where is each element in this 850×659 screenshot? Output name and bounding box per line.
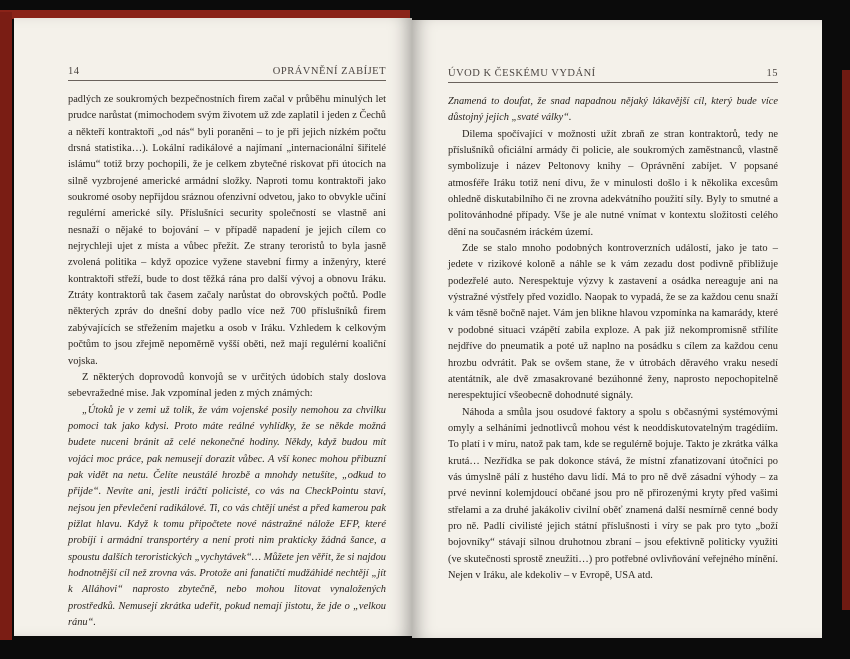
- paragraph: Z některých doprovodů konvojů se v určitých údobích staly doslova sebevražedné mise. Jak vzpomínal jeden z mých známých:: [68, 371, 386, 400]
- running-title: ÚVOD K ČESKÉMU VYDÁNÍ: [448, 68, 596, 79]
- book-cover-edge-left: [0, 12, 12, 640]
- paragraph: Náhoda a smůla jsou osudové faktory a spolu s občasnými systémovými omyly a selháními jednotlivců mohou vést k neoddiskutovatelným tragédiím. To platí i v míru, natož pak tam, kde se regulérně bojuje. Takto je zkrátka válka krutá… Nezřídka se pak dokonce stává, že místní zfanatizovaní útočníci po vás úmyslně pálí z hustého davu lidí. Má to pro ně dvě zásadní výhody – za prvé nevinní kolemjdoucí občané jsou pro ně přirozenými kryty před vašimi střelami a za druhé jakákoliv civilní oběť znamená další nesmírně cenné body pro ně. Padlí civilisté jejich státní příslušnosti i víry se pak pro tyto „boží bojovníky“ stávají silnou druhotnou zbraní – jsou efektivně politicky využiti (ve skutečnosti sprostě zneužiti…) pro potřebné ovlivňování veřejného mínění. Nejen v Iráku, ale kdekoliv – v Evropě, USA atd.: [448, 406, 778, 581]
- page-body: [68, 92, 386, 631]
- right-page: [412, 20, 822, 638]
- book-cover-edge-right: [842, 70, 850, 610]
- paragraph: Zde se stalo mnoho podobných kontroverzních událostí, jako je tato – jedete v rizikové koloně a náhle se k vám zezadu dost podivně přibližuje podezřelé auto. Nerespektuje výzvy k zastavení a osádka nereaguje ani na výstražné výstřely před vozidlo. Naopak to vypadá, že se za každou cenu snaží k vám těsně bočně najet. Vám jen blikne hlavou vzpomínka na kamarády, které v podobné situaci vzápětí zabila exploze. A pak již nekompromisně střílíte nejdříve do pneumatik a poté už naplno na posádku s cílem za každou cenu hrozbu odvrátit. Pak se ovšem stane, že v útrobách děravého vraku nesedí atentátník, ale dvě zmasakrované bezúhonné ženy, naprosto nepochopitelně nerespektující všeobecně dohodnuté signály.: [448, 243, 778, 402]
- header-rule: [68, 80, 386, 81]
- running-title: OPRÁVNĚNÍ ZABÍJET: [272, 66, 386, 77]
- paragraph: Dilema spočívající v možnosti užít zbraň ze stran kontraktorů, tedy ne příslušníků oficiální armády či policie, ale soukromých zaměstnanců, vlastně symbolizuje i název Peltonovy knihy – Oprávnění zabíjet. V popsané atmosféře Iráku totiž není divu, že v minulosti došlo i k několika excesům ohledně diskutabilního či ne zrovna adekvátního použití síly. Byly to smutné a politovánhodné případy. Vše je ale nutné vnímat v kontextu složitosti celého dění na současném iráckém území.: [448, 128, 778, 238]
- page-number: 15: [766, 68, 778, 79]
- left-page: [14, 18, 412, 636]
- quote-paragraph: Znamená to doufat, že snad napadnou nějaký lákavější cíl, který bude více důstojný jejich „svaté války“.: [448, 96, 778, 124]
- paragraph: padlých ze soukromých bezpečnostních firem začal v průběhu minulých let prudce narůstat (mimochodem svým životem už zde zaplatil i jeden z Čechů a někteří kontraktoři „od nás“ byli poraněni – to je při jejich nízkém počtu drsná statistika…). Lokální radikálové a najímaní „internacionální šiřitelé islámu“ totiž brzy pochopili, že je celkem zbytečné riskovat při útocích na silně vyzbrojené americké armádní složky. Naproti tomu kontraktoři jako soukromé osoby nepřijdou sráznou ofenzivní odvetou, jako to obvykle učiní regulérní americké síly. Příslušníci security společností se vlastně ani nesnaží o nějaké to bojování – v případě napadení je jejich cílem co nejrychleji ujet z místa a vůbec přežít. Ze strany teroristů to byla jasně zvolená politika – když opozice vyžene stavební firmy a inženýry, které kontraktoři střeží, bude to dost těžká rána pro další vývoj a obnovu Iráku. Ztráty kontraktorů tak časem začaly narůstat do obrovských počtů. Podle některých zpráv do dnešní doby padlo více než 700 příslušníků firem zabývajících se střežením majetku a osob v Iráku. Vzhledem k celkovým počtům to jsou zřejmě nepoměrně vyšší oběti, než mají regulérní koaliční vojska.: [68, 94, 386, 367]
- page-number: 14: [68, 66, 80, 77]
- page-body: [448, 94, 778, 584]
- quote-paragraph: „Útoků je v zemi už tolik, že vám vojenské posily nemohou za chvilku pomoci tak jako kdysi. Proto máte reálné vyhlídky, že se někde možná budete nuceni bránit až celé nekonečné hodiny. Někdy, když budou mít vojáci moc práce, pak nemusejí dorazit vůbec. A vší konec mohou přibuzní pak vidět na netu. Čelíte neustálé hrozbě a mnohdy netušíte, „odkud to přijde“. Nevíte ani, jestli iráčtí policisté, co vás na CheckPointu staví, nejsou jen převlečení radikálové. Ti, co vás chtějí unést a před kamerou pak pižlat hlavu. Když k tomu připočtete nové nástražné nálože EFP, které probíjí i armádní transportéry a není proti nim prakticky žádná šance, a spoustu dalších teroristických „vychytávek“… Můžete jen věřit, že si najdou hodnotnější cíl než zrovna vás. Protože ani fanatičtí mudžáhidé nechtějí „jít k Alláhovi“ naprosto zbytečně, nebo mohou litovat vynaložených prostředků. Nemusejí zkrátka udeřit, pokud nemají jistotu, že jde o „velkou ránu“.: [68, 404, 386, 628]
- header-rule: [448, 82, 778, 83]
